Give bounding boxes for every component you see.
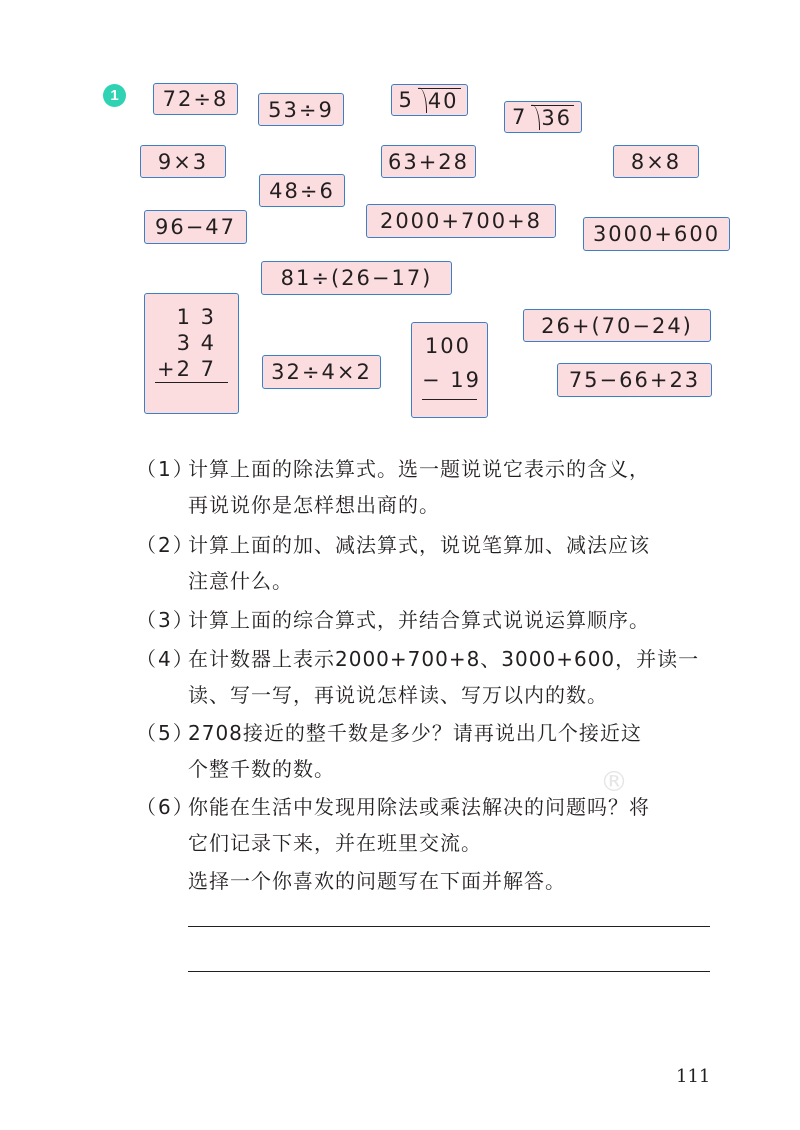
divisor: 7 [511, 105, 528, 129]
expression-box: 3000+600 [583, 217, 730, 251]
question-text-continued: 读、写一写，再说说怎样读、写万以内的数。 [188, 683, 608, 707]
question-number: （4） [136, 647, 195, 671]
question-text: 计算上面的加、减法算式，说说笔算加、减法应该 [188, 533, 650, 557]
question-text: 你能在生活中发现用除法或乘法解决的问题吗？将 [188, 795, 650, 819]
answer-line [188, 926, 710, 927]
question-5 [136, 715, 736, 787]
question-text-continued: 个整千数的数。 [188, 757, 335, 781]
question-text: 2708接近的整千数是多少？请再说出几个接近这 [188, 721, 642, 745]
difference-rule [422, 399, 477, 400]
expression-box: 75−66+23 [557, 363, 712, 397]
addend-row: 3 4 [176, 331, 216, 355]
expression-box: 26+(70−24) [523, 309, 711, 342]
question-number: （1） [136, 457, 195, 481]
long-division [512, 105, 574, 130]
expression-box: 32÷4×2 [262, 355, 381, 389]
long-division [398, 88, 460, 113]
question-1 [136, 451, 736, 523]
question-3 [136, 602, 736, 638]
question-text-continued: 它们记录下来，并在班里交流。 [188, 831, 482, 855]
expression-box: 9×3 [140, 145, 226, 178]
question-text-continued: 再说说你是怎样想出商的。 [188, 493, 440, 517]
minuend-row: 100 [424, 334, 471, 358]
expression-box: 63+28 [381, 145, 476, 178]
exercise-number-badge: 1 [103, 84, 126, 107]
question-2 [136, 527, 736, 599]
expression-box: 72÷8 [153, 83, 238, 115]
question-number: （3） [136, 608, 195, 632]
question-text: 在计数器上表示2000+700+8、3000+600，并读一 [188, 647, 700, 671]
question-4 [136, 641, 736, 713]
vertical-subtraction-box [411, 322, 488, 418]
expression-box: 8×8 [613, 145, 699, 178]
dividend: 40 [418, 88, 461, 113]
expression-box: 2000+700+8 [366, 204, 556, 238]
question-text: 计算上面的综合算式，并结合算式说说运算顺序。 [188, 608, 650, 632]
expression-box: 96−47 [144, 210, 247, 244]
question-text: 计算上面的除法算式。选一题说说它表示的含义， [188, 457, 650, 481]
question-6 [136, 789, 736, 861]
long-division-box [391, 84, 468, 116]
subtrahend-row: − 19 [422, 368, 481, 392]
dividend: 36 [531, 105, 574, 130]
vertical-addition-box [144, 293, 239, 414]
question-text-continued: 注意什么。 [188, 569, 293, 593]
expression-box: 48÷6 [259, 174, 345, 207]
addend-row: +2 7 [157, 357, 216, 381]
divisor: 5 [398, 88, 414, 112]
sum-rule [155, 382, 228, 383]
addend-row: 1 3 [176, 305, 216, 329]
expression-box: 81÷(26−17) [261, 261, 452, 295]
question-number: （2） [136, 533, 195, 557]
page-number: 111 [676, 1066, 711, 1087]
registered-watermark: ® [600, 765, 628, 798]
long-division-box [504, 101, 582, 133]
question-number: （6） [136, 795, 195, 819]
question-number: （5） [136, 721, 195, 745]
answer-line [188, 971, 710, 972]
extra-instruction: 选择一个你喜欢的问题写在下面并解答。 [188, 869, 566, 893]
expression-box: 53÷9 [258, 93, 344, 126]
